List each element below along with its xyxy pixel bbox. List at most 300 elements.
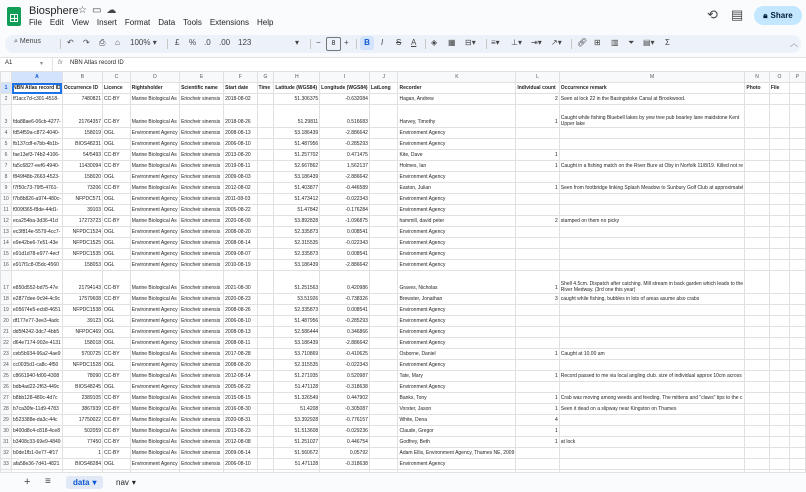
cell[interactable]: [369, 393, 398, 404]
cell[interactable]: 51.4208: [274, 404, 320, 415]
cell[interactable]: CC-BY: [103, 448, 131, 459]
cell[interactable]: Banks, Tony: [398, 393, 516, 404]
row-header[interactable]: 26: [1, 382, 12, 393]
cell[interactable]: [369, 349, 398, 360]
cell[interactable]: [789, 128, 805, 139]
cell[interactable]: fa5c6827-eef6-4940-: [12, 161, 63, 172]
cell[interactable]: Rightsholder: [130, 83, 179, 94]
cell[interactable]: OGL: [103, 305, 131, 316]
cell[interactable]: 2013-08-23: [224, 426, 257, 437]
cell[interactable]: 54/5493: [62, 150, 102, 161]
cell[interactable]: [789, 338, 805, 349]
cell[interactable]: Eriocheir sinensis: [180, 205, 224, 216]
add-sheet-icon[interactable]: +: [24, 476, 31, 488]
menu-help[interactable]: Help: [256, 18, 274, 27]
cell[interactable]: Caught while fishing Bluebell lakes by yew tree pub boarley lane maidstone Kent Upper lake: [559, 105, 745, 128]
cell[interactable]: 39103: [62, 205, 102, 216]
cell[interactable]: [789, 294, 805, 305]
cell[interactable]: Eriocheir sinensis: [180, 249, 224, 260]
cell[interactable]: [257, 260, 274, 271]
cell[interactable]: 2008-08-26: [224, 305, 257, 316]
cell[interactable]: [369, 205, 398, 216]
cell[interactable]: [769, 105, 789, 128]
cell[interactable]: [789, 305, 805, 316]
cell[interactable]: [516, 128, 559, 139]
cell[interactable]: Eriocheir sinensis: [180, 105, 224, 128]
cell[interactable]: [257, 360, 274, 371]
font-size-input[interactable]: 8: [326, 37, 341, 51]
cell[interactable]: 2016-08-30: [224, 404, 257, 415]
row-header[interactable]: 14: [1, 238, 12, 249]
cell[interactable]: [369, 105, 398, 128]
cell[interactable]: 53.710869: [274, 349, 320, 360]
cell[interactable]: 51.487956: [274, 139, 320, 150]
collapse-toolbar-icon[interactable]: ︿: [790, 39, 798, 48]
cell[interactable]: [369, 437, 398, 448]
column-header[interactable]: B: [62, 72, 102, 83]
cell[interactable]: 1: [516, 161, 559, 172]
cell[interactable]: Environment Agency: [398, 260, 516, 271]
cell[interactable]: Eriocheir sinensis: [180, 161, 224, 172]
cell[interactable]: 21794143: [62, 271, 102, 294]
cell[interactable]: 2015-08-15: [224, 393, 257, 404]
cell[interactable]: Environment Agency: [398, 205, 516, 216]
cell[interactable]: -2.886642: [320, 260, 370, 271]
cell[interactable]: [257, 216, 274, 227]
chart-icon[interactable]: ▥: [611, 38, 619, 47]
cell[interactable]: [789, 327, 805, 338]
cell[interactable]: [559, 426, 745, 437]
cell[interactable]: 39123: [62, 316, 102, 327]
menus-search[interactable]: ⌕ Menus: [14, 38, 41, 45]
cell[interactable]: [257, 205, 274, 216]
italic-button[interactable]: I: [381, 38, 384, 47]
cell[interactable]: b400d8c4-c818-4ce8: [12, 426, 63, 437]
row-header[interactable]: 23: [1, 349, 12, 360]
menu-format[interactable]: Format: [124, 18, 151, 27]
cell[interactable]: [257, 316, 274, 327]
cell[interactable]: CC-BY: [103, 404, 131, 415]
cell[interactable]: fda88ae6-06cb-4277-: [12, 105, 63, 128]
cell[interactable]: LatLong: [369, 83, 398, 94]
cell[interactable]: 2021-08-30: [224, 271, 257, 294]
cell[interactable]: 51.560672: [274, 448, 320, 459]
decrease-decimal-button[interactable]: .0: [204, 38, 211, 47]
cell[interactable]: Marine Biological As: [130, 415, 179, 426]
cell[interactable]: 2009-08-07: [224, 249, 257, 260]
cell[interactable]: Eriocheir sinensis: [180, 172, 224, 183]
cell[interactable]: [257, 327, 274, 338]
cell[interactable]: fd54f59a-c872-4040-: [12, 128, 63, 139]
cell[interactable]: Environment Agency: [398, 227, 516, 238]
cell[interactable]: [257, 305, 274, 316]
cell[interactable]: [789, 271, 805, 294]
cell[interactable]: [369, 382, 398, 393]
cell[interactable]: [769, 194, 789, 205]
cell[interactable]: 2006-08-10: [224, 459, 257, 470]
cell[interactable]: Marine Biological As: [130, 161, 179, 172]
cell[interactable]: [745, 183, 769, 194]
menu-extensions[interactable]: Extensions: [209, 18, 249, 27]
cell[interactable]: [257, 194, 274, 205]
cell[interactable]: [769, 294, 789, 305]
cell[interactable]: [559, 150, 745, 161]
menu-tools[interactable]: Tools: [183, 18, 202, 27]
column-header[interactable]: C: [103, 72, 131, 83]
cell[interactable]: [369, 94, 398, 105]
cell[interactable]: ec3f814e-5579-4cc7-: [12, 227, 63, 238]
cell[interactable]: Licence: [103, 83, 131, 94]
row-header[interactable]: 2: [1, 94, 12, 105]
cell[interactable]: Environment Agency: [130, 459, 179, 470]
cell[interactable]: CC-BY: [103, 183, 131, 194]
number-format-button[interactable]: 123: [238, 38, 252, 47]
cell[interactable]: [257, 338, 274, 349]
cell[interactable]: 52.315535: [274, 238, 320, 249]
cell[interactable]: b3408c33-69e9-4849: [12, 437, 63, 448]
row-header[interactable]: 4: [1, 128, 12, 139]
cell[interactable]: Eriocheir sinensis: [180, 216, 224, 227]
cell[interactable]: b8bb128-480c-4d7c: [12, 393, 63, 404]
cell[interactable]: 1: [516, 404, 559, 415]
cell[interactable]: -0.285293: [320, 139, 370, 150]
cell[interactable]: [789, 415, 805, 426]
cell[interactable]: 2013-08-20: [224, 150, 257, 161]
cell[interactable]: df177e77-3ee3-4adc: [12, 316, 63, 327]
cell[interactable]: 53.51926: [274, 294, 320, 305]
functions-button[interactable]: Σ: [665, 38, 670, 47]
cell[interactable]: Record passed to me via local angling club. size of individual approx 10cm across: [559, 371, 745, 382]
cell[interactable]: 53.392928: [274, 415, 320, 426]
cell[interactable]: [369, 448, 398, 459]
cell[interactable]: [769, 371, 789, 382]
row-header[interactable]: 18: [1, 294, 12, 305]
cell[interactable]: 51.471128: [274, 382, 320, 393]
cell[interactable]: [369, 161, 398, 172]
cell[interactable]: Eriocheir sinensis: [180, 459, 224, 470]
print-icon[interactable]: ⎙: [99, 38, 106, 47]
cell[interactable]: [369, 371, 398, 382]
cell[interactable]: Hagan, Andrew: [398, 94, 516, 105]
cell[interactable]: 158019: [62, 128, 102, 139]
cell[interactable]: [745, 227, 769, 238]
cell[interactable]: [769, 94, 789, 105]
cell[interactable]: NBN Atlas record ID: [12, 83, 63, 94]
cell[interactable]: File: [769, 83, 789, 94]
cell[interactable]: Eriocheir sinensis: [180, 94, 224, 105]
row-header[interactable]: 6: [1, 150, 12, 161]
cell[interactable]: -0.776157: [320, 415, 370, 426]
cell[interactable]: [745, 393, 769, 404]
cell[interactable]: 2019-08-11: [224, 161, 257, 172]
cell[interactable]: [559, 327, 745, 338]
cell[interactable]: 1: [516, 393, 559, 404]
cell[interactable]: 2011-08-03: [224, 194, 257, 205]
cell[interactable]: Eriocheir sinensis: [180, 437, 224, 448]
cell[interactable]: Occurrence remark: [559, 83, 745, 94]
bold-button[interactable]: B: [360, 36, 374, 50]
cell[interactable]: 53.186439: [274, 338, 320, 349]
cell[interactable]: [745, 327, 769, 338]
cell[interactable]: stamped on them no picky: [559, 216, 745, 227]
cell[interactable]: Environment Agency: [130, 305, 179, 316]
text-rotate-icon[interactable]: ↗▾: [551, 38, 562, 47]
cell[interactable]: Eriocheir sinensis: [180, 415, 224, 426]
cell[interactable]: 78090: [62, 371, 102, 382]
cell[interactable]: Eriocheir sinensis: [180, 260, 224, 271]
select-all-corner[interactable]: [1, 72, 12, 83]
cell[interactable]: [769, 216, 789, 227]
cell[interactable]: -0.632084: [320, 94, 370, 105]
cell[interactable]: f7f50c73-79f5-4761-: [12, 183, 63, 194]
cell[interactable]: [789, 205, 805, 216]
font-size-decrease[interactable]: −: [316, 38, 321, 47]
cell[interactable]: 2010-08-19: [224, 260, 257, 271]
cell[interactable]: -2.886642: [320, 128, 370, 139]
cell[interactable]: Eriocheir sinensis: [180, 382, 224, 393]
cell[interactable]: 2008-08-13: [224, 327, 257, 338]
column-header[interactable]: F: [224, 72, 257, 83]
cell[interactable]: [369, 150, 398, 161]
cell[interactable]: [789, 371, 805, 382]
cell[interactable]: CC-BY: [103, 415, 131, 426]
cell[interactable]: Marine Biological As: [130, 105, 179, 128]
cell[interactable]: BIOS48284: [62, 459, 102, 470]
cell[interactable]: fae13ef3-74b2-4106-: [12, 150, 63, 161]
cell[interactable]: 2389105: [62, 393, 102, 404]
cell[interactable]: [516, 260, 559, 271]
cell[interactable]: Claude, Gregor: [398, 426, 516, 437]
cell[interactable]: [559, 382, 745, 393]
cell[interactable]: [559, 128, 745, 139]
cell[interactable]: cc0035d1-ca8c-4f50: [12, 360, 63, 371]
row-header[interactable]: 16: [1, 260, 12, 271]
currency-button[interactable]: £: [175, 38, 180, 47]
cell[interactable]: 502059: [62, 426, 102, 437]
cell[interactable]: 73206: [62, 183, 102, 194]
cell[interactable]: e2877dee-9c94-4c9c: [12, 294, 63, 305]
cell[interactable]: [769, 161, 789, 172]
cell[interactable]: [369, 327, 398, 338]
cell[interactable]: [745, 437, 769, 448]
cell[interactable]: Eriocheir sinensis: [180, 393, 224, 404]
cell[interactable]: [559, 360, 745, 371]
cell[interactable]: 52.335873: [274, 249, 320, 260]
cell[interactable]: [516, 338, 559, 349]
cell[interactable]: 2008-08-11: [224, 338, 257, 349]
row-header[interactable]: 32: [1, 448, 12, 459]
cell[interactable]: Marine Biological As: [130, 404, 179, 415]
cell[interactable]: 0.520987: [320, 371, 370, 382]
move-icon[interactable]: ▭: [91, 5, 107, 16]
cell[interactable]: [559, 249, 745, 260]
column-header[interactable]: E: [180, 72, 224, 83]
cell[interactable]: 2006-08-10: [224, 316, 257, 327]
cell[interactable]: 0.516683: [320, 105, 370, 128]
cell[interactable]: CC-BY: [103, 393, 131, 404]
cell[interactable]: [745, 316, 769, 327]
cell[interactable]: [745, 238, 769, 249]
cell[interactable]: Kite, Dave: [398, 150, 516, 161]
cell[interactable]: 3: [516, 294, 559, 305]
all-sheets-icon[interactable]: ≡: [45, 476, 51, 487]
cell[interactable]: [257, 128, 274, 139]
row-header[interactable]: 28: [1, 404, 12, 415]
cell[interactable]: 7480821: [62, 94, 102, 105]
cell[interactable]: fb137cdf-e7bb-4b1b-: [12, 139, 63, 150]
cell[interactable]: Marine Biological As: [130, 371, 179, 382]
cell[interactable]: [769, 415, 789, 426]
cell[interactable]: [769, 327, 789, 338]
cell[interactable]: 158018: [62, 338, 102, 349]
cell[interactable]: [516, 448, 559, 459]
cell[interactable]: 51.257702: [274, 150, 320, 161]
cell[interactable]: Seen it dead on a slipway near Kingston on Thames: [559, 404, 745, 415]
menu-file[interactable]: File: [29, 18, 42, 27]
row-header[interactable]: 27: [1, 393, 12, 404]
cell[interactable]: 1: [516, 426, 559, 437]
cell[interactable]: Environment Agency: [130, 360, 179, 371]
cell[interactable]: [789, 404, 805, 415]
comments-icon[interactable]: ▤: [731, 7, 744, 22]
cell[interactable]: Eriocheir sinensis: [180, 305, 224, 316]
increase-decimal-button[interactable]: .00: [219, 38, 231, 47]
cell[interactable]: [789, 161, 805, 172]
cell[interactable]: [745, 172, 769, 183]
cell[interactable]: [257, 271, 274, 294]
cell[interactable]: NFPDC1535: [62, 249, 102, 260]
cell[interactable]: ff1acc7d-c301-4518-: [12, 94, 63, 105]
cell[interactable]: 1: [516, 271, 559, 294]
cell[interactable]: [745, 105, 769, 128]
cell[interactable]: [789, 139, 805, 150]
formula-input[interactable]: NBN Atlas record ID: [70, 60, 124, 66]
cell[interactable]: [516, 360, 559, 371]
cell[interactable]: NFPDC571: [62, 194, 102, 205]
cell[interactable]: b523388e-da3c-44c: [12, 415, 63, 426]
row-header[interactable]: 29: [1, 415, 12, 426]
cell[interactable]: [516, 249, 559, 260]
cell[interactable]: [769, 448, 789, 459]
row-header[interactable]: 19: [1, 305, 12, 316]
cell[interactable]: [769, 172, 789, 183]
cell[interactable]: [769, 459, 789, 470]
cell[interactable]: [789, 459, 805, 470]
cell[interactable]: 51.29811: [274, 105, 320, 128]
cell[interactable]: [369, 227, 398, 238]
cell[interactable]: [559, 205, 745, 216]
cell[interactable]: Environment Agency: [398, 249, 516, 260]
zoom-select[interactable]: 100% ▾: [130, 38, 157, 47]
cell[interactable]: [516, 382, 559, 393]
cell[interactable]: [369, 305, 398, 316]
cell[interactable]: Environment Agency: [130, 227, 179, 238]
cell[interactable]: [369, 216, 398, 227]
align-horizontal-icon[interactable]: ≡▾: [491, 38, 500, 47]
cell[interactable]: 51.473412: [274, 194, 320, 205]
cell[interactable]: -0.022343: [320, 238, 370, 249]
column-header[interactable]: L: [516, 72, 559, 83]
cell[interactable]: [789, 382, 805, 393]
cell[interactable]: Environment Agency: [130, 338, 179, 349]
cell[interactable]: [559, 415, 745, 426]
cell[interactable]: [369, 172, 398, 183]
cell[interactable]: OGL: [103, 205, 131, 216]
cell[interactable]: [559, 305, 745, 316]
cell[interactable]: [745, 249, 769, 260]
cell[interactable]: Osborne, Daniel: [398, 349, 516, 360]
cell[interactable]: [257, 227, 274, 238]
cell[interactable]: Environment Agency: [398, 128, 516, 139]
cell[interactable]: [769, 271, 789, 294]
cell[interactable]: e917f1c8-05dc-4560: [12, 260, 63, 271]
cell[interactable]: Brewster, Jonathan: [398, 294, 516, 305]
cell[interactable]: [769, 205, 789, 216]
cell[interactable]: [369, 316, 398, 327]
cell[interactable]: [516, 139, 559, 150]
cell[interactable]: [257, 404, 274, 415]
row-header[interactable]: 8: [1, 172, 12, 183]
cell[interactable]: [769, 437, 789, 448]
cell[interactable]: [369, 415, 398, 426]
comment-icon[interactable]: ⊞: [594, 38, 601, 47]
cell[interactable]: [559, 448, 745, 459]
cell[interactable]: [257, 382, 274, 393]
cell[interactable]: 2009-08-03: [224, 172, 257, 183]
row-header[interactable]: 25: [1, 371, 12, 382]
cell[interactable]: [745, 128, 769, 139]
cell[interactable]: Environment Agency: [130, 249, 179, 260]
cell[interactable]: 2012-08-14: [224, 371, 257, 382]
cell[interactable]: Vorster, Jason: [398, 404, 516, 415]
cell[interactable]: 2020-08-31: [224, 415, 257, 426]
cell[interactable]: [789, 150, 805, 161]
cell[interactable]: 53.186439: [274, 172, 320, 183]
cell[interactable]: Eriocheir sinensis: [180, 360, 224, 371]
cell[interactable]: 53.186439: [274, 128, 320, 139]
column-header[interactable]: O: [769, 72, 789, 83]
borders-icon[interactable]: ▦: [448, 38, 456, 47]
link-icon[interactable]: 🔗︎: [577, 38, 588, 47]
cell[interactable]: [745, 194, 769, 205]
cell[interactable]: Eriocheir sinensis: [180, 271, 224, 294]
cell[interactable]: Marine Biological As: [130, 393, 179, 404]
cell[interactable]: 0.05792: [320, 448, 370, 459]
cell[interactable]: caught while fishing, bubbles in lots of areas asume also crabs: [559, 294, 745, 305]
cell[interactable]: Environment Agency: [398, 238, 516, 249]
cell[interactable]: Tate, Mary: [398, 371, 516, 382]
cell[interactable]: f7b8b826-a974-480c-: [12, 194, 63, 205]
cell[interactable]: [769, 227, 789, 238]
filter-views-icon[interactable]: ▤▾: [643, 38, 655, 47]
cell[interactable]: Harvey, Timothy: [398, 105, 516, 128]
cell[interactable]: Environment Agency: [130, 139, 179, 150]
cell[interactable]: 2005-08-22: [224, 382, 257, 393]
column-header[interactable]: H: [274, 72, 320, 83]
cell[interactable]: Eriocheir sinensis: [180, 448, 224, 459]
cell[interactable]: c8661940-fd00-4308: [12, 371, 63, 382]
cell[interactable]: Caught in a fishing match on the River Bure at Oby in Norfolk 11/8/19. Killed not re: [559, 161, 745, 172]
cell[interactable]: [559, 260, 745, 271]
cell[interactable]: [789, 216, 805, 227]
paint-format-icon[interactable]: ⌂: [115, 38, 120, 47]
cell[interactable]: afa58e36-7d41-4821: [12, 459, 63, 470]
cell[interactable]: Environment Agency: [398, 327, 516, 338]
cell[interactable]: [745, 150, 769, 161]
cell[interactable]: Eriocheir sinensis: [180, 426, 224, 437]
cell[interactable]: Longitude (WGS84): [320, 83, 370, 94]
cell[interactable]: [257, 249, 274, 260]
